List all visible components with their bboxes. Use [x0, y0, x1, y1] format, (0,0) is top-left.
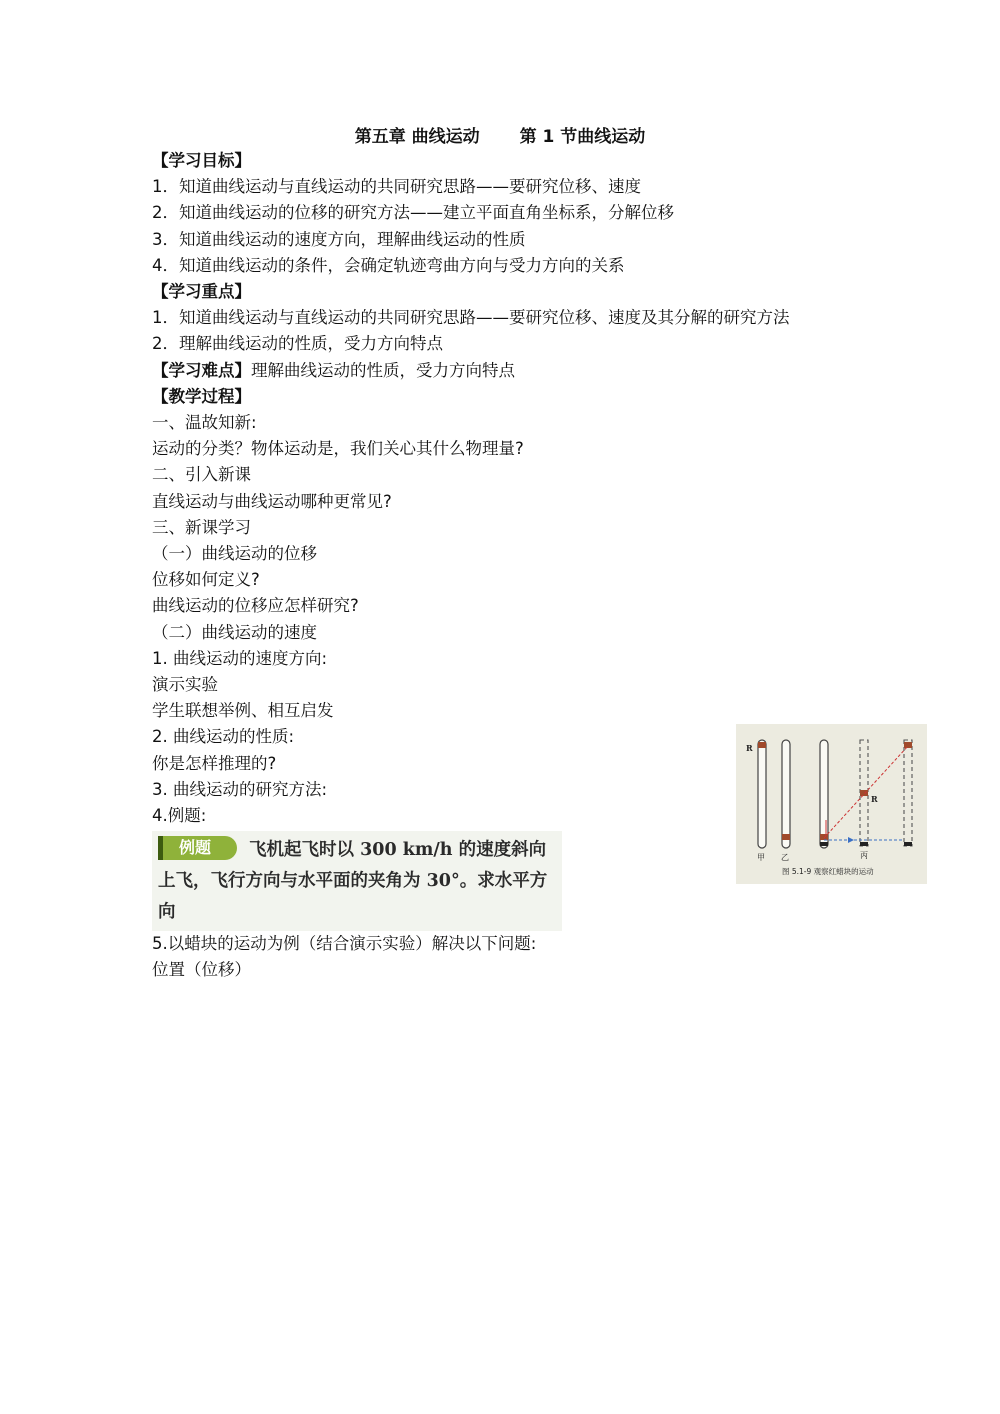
process-line: 三、新课学习: [152, 517, 251, 537]
difficulty-heading: 【学习难点】: [152, 360, 251, 380]
process-line: 直线运动与曲线运动哪种更常见?: [152, 491, 392, 511]
trajectory-line: [824, 746, 908, 838]
label-jia: 甲: [757, 853, 765, 862]
wax-block-bottom: [782, 834, 790, 840]
process-line: 曲线运动的位移应怎样研究?: [152, 596, 359, 616]
goal-item: 2．知道曲线运动的位移的研究方法——建立平面直角坐标系，分解位移: [152, 203, 674, 223]
process-line: 运动的分类？物体运动是，我们关心其什么物理量?: [152, 439, 524, 459]
label-r-top: R: [746, 743, 753, 753]
chapter-title: 第五章 曲线运动: [354, 127, 480, 147]
key-points-heading: 【学习重点】: [152, 282, 251, 302]
wax-block-start: [820, 834, 828, 840]
label-r-mid: R: [871, 794, 878, 804]
process-line: （二）曲线运动的速度: [152, 622, 317, 642]
figure-caption: 图 5.1-9 观察红蜡块的运动: [782, 867, 874, 876]
label-yi: 乙: [781, 853, 789, 862]
goal-item: 4．知道曲线运动的条件，会确定轨迹弯曲方向与受力方向的关系: [152, 255, 625, 275]
example-line-1: 例题 飞机起飞时以 300 km/h 的速度斜向: [158, 835, 558, 866]
process-line: 5.以蜡块的运动为例（结合演示实验）解决以下问题:: [152, 934, 537, 954]
wax-block-mid: [860, 790, 868, 796]
tube-moved-2: [904, 740, 912, 846]
section-title: 第 1 节曲线运动: [519, 127, 646, 147]
process-heading: 【教学过程】: [152, 386, 251, 406]
process-line: 4.例题:: [152, 806, 207, 826]
process-line: 位置（位移）: [152, 960, 251, 980]
process-line: 二、引入新课: [152, 465, 251, 485]
wax-block-top: [758, 742, 766, 748]
process-line: 你是怎样推理的?: [152, 753, 277, 773]
tube-yi: [782, 740, 790, 848]
label-bing: 丙: [860, 851, 868, 860]
process-line: 学生联想举例、相互启发: [152, 701, 334, 721]
page-title: [0, 122, 1000, 147]
process-line: 一、温故知新:: [152, 413, 257, 433]
process-line: 2. 曲线运动的性质:: [152, 727, 295, 747]
difficulty-line: [152, 358, 872, 384]
key-point-item: 1．知道曲线运动与直线运动的共同研究思路——要研究位移、速度及其分解的研究方法: [152, 308, 790, 328]
example-line-3: [158, 928, 558, 931]
process-line: 演示实验: [152, 675, 218, 695]
tube-jia: [758, 740, 766, 848]
process-line: 3. 曲线运动的研究方法:: [152, 779, 328, 799]
tube-bing: [820, 740, 828, 848]
key-point-item: 2．理解曲线运动的性质，受力方向特点: [152, 334, 443, 354]
example-tag: 例题: [158, 836, 237, 860]
process-line: 1. 曲线运动的速度方向:: [152, 648, 328, 668]
goal-item: 3．知道曲线运动的速度方向，理解曲线运动的性质: [152, 229, 526, 249]
example-image: [152, 831, 562, 931]
goals-heading: 【学习目标】: [152, 151, 251, 170]
process-line: 位移如何定义?: [152, 570, 260, 590]
difficulty-text: 理解曲线运动的性质，受力方向特点: [251, 360, 515, 380]
example-line-2: 上飞，飞行方向与水平面的夹角为 30°。求水平方向: [158, 871, 548, 923]
process-line: （一）曲线运动的位移: [152, 544, 317, 564]
goal-item: 1．知道曲线运动与直线运动的共同研究思路——要研究位移、速度: [152, 177, 641, 197]
wax-block-end: [904, 742, 912, 748]
wax-block-figure: [736, 724, 927, 884]
